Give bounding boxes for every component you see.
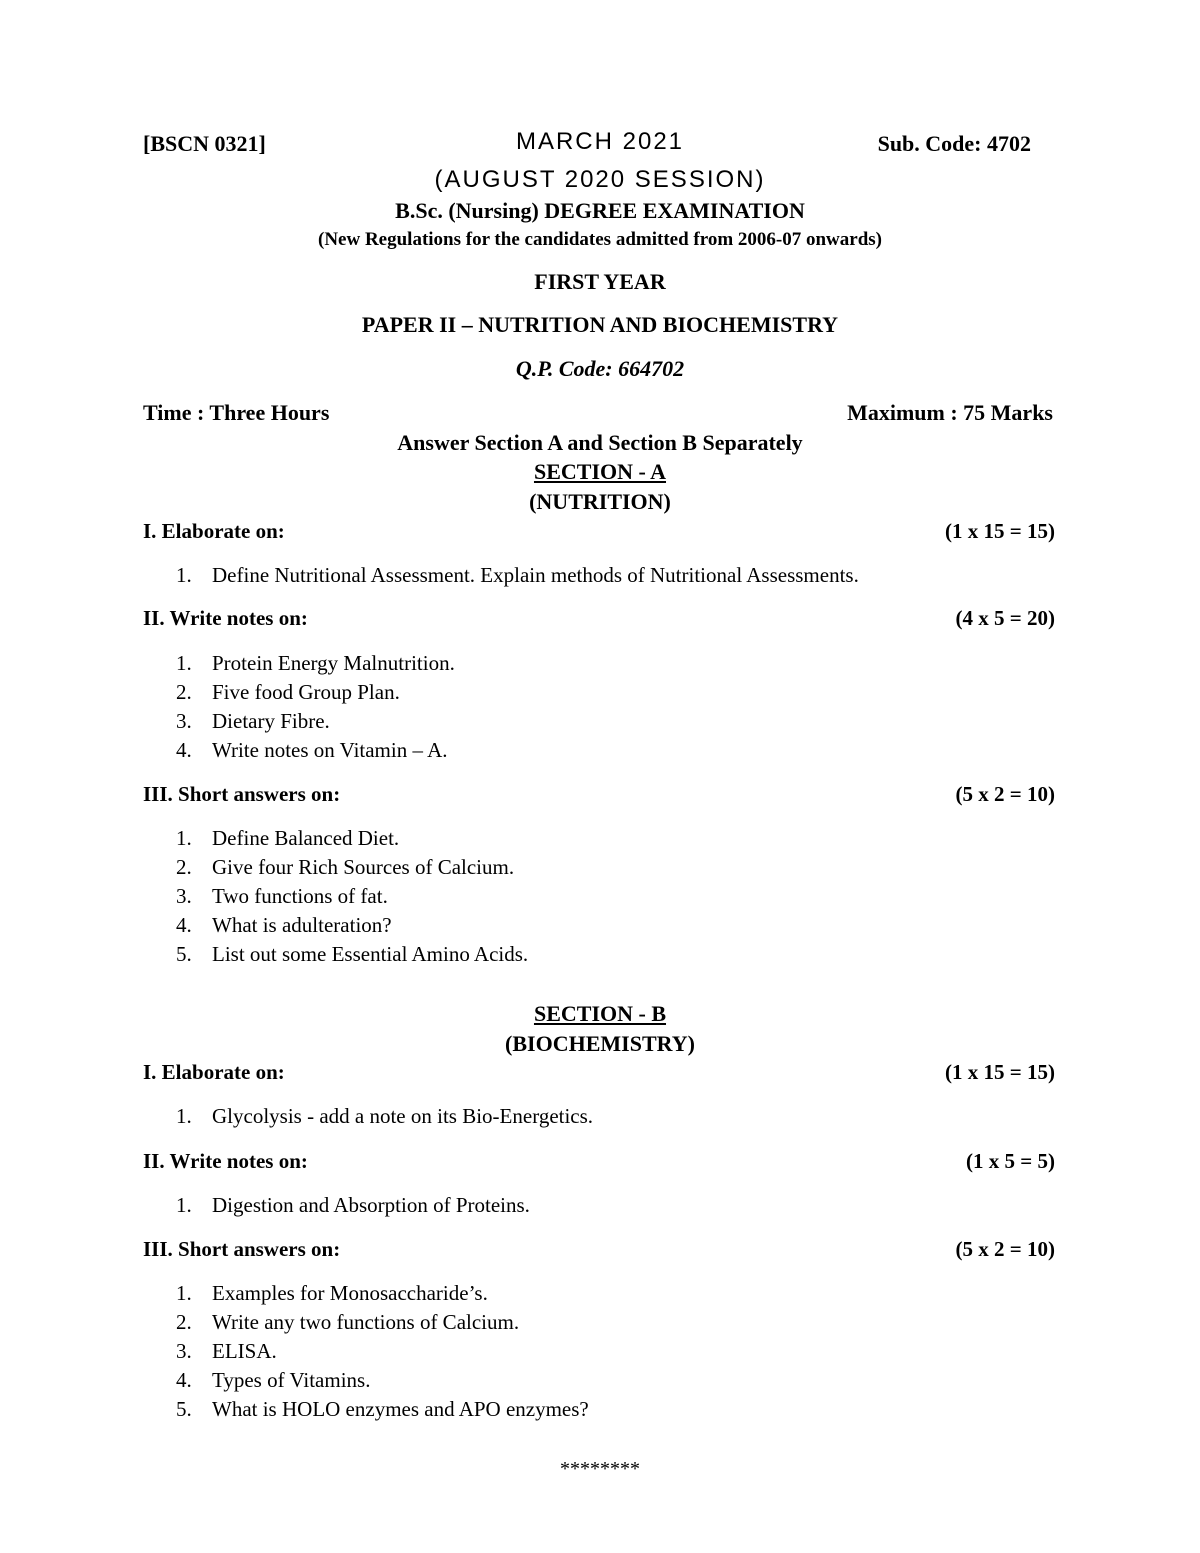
question-text: Examples for Monosaccharide’s. (212, 1281, 488, 1305)
section-b-part1-heading: I. Elaborate on: (143, 1060, 285, 1084)
question-number: 4. (176, 1368, 192, 1392)
question-text: Write notes on Vitamin – A. (212, 738, 448, 762)
section-a-subtitle: (NUTRITION) (529, 489, 671, 514)
question-number: 1. (176, 1104, 192, 1128)
section-b-part1-marks: (1 x 15 = 15) (945, 1060, 1055, 1084)
question-text: Give four Rich Sources of Calcium. (212, 855, 515, 879)
question-number: 1. (176, 1281, 192, 1305)
question-number: 3. (176, 884, 192, 908)
question-text: Write any two functions of Calcium. (212, 1310, 520, 1334)
end-of-paper-mark: ******** (560, 1458, 640, 1480)
question-text: Glycolysis - add a note on its Bio-Energetics. (212, 1104, 594, 1128)
subject-code: Sub. Code: 4702 (877, 131, 1031, 156)
question-number: 5. (176, 1397, 192, 1421)
question-text: Protein Energy Malnutrition. (212, 651, 455, 675)
section-b-part2-heading: II. Write notes on: (143, 1149, 308, 1173)
paper-title: PAPER II – NUTRITION AND BIOCHEMISTRY (361, 312, 839, 337)
question-number: 1. (176, 826, 192, 850)
paper-code: [BSCN 0321] (143, 131, 266, 156)
section-b-part2-marks: (1 x 5 = 5) (966, 1149, 1055, 1173)
section-a-part2-marks: (4 x 5 = 20) (955, 606, 1055, 630)
section-a-part1-marks: (1 x 15 = 15) (945, 519, 1055, 543)
question-number: 2. (176, 1310, 192, 1334)
section-a-part3-marks: (5 x 2 = 10) (955, 782, 1055, 806)
question-number: 3. (176, 1339, 192, 1363)
year-title: FIRST YEAR (534, 269, 666, 294)
question-text: Define Nutritional Assessment. Explain methods of Nutritional Assessments. (212, 563, 859, 587)
maximum-marks: Maximum : 75 Marks (847, 400, 1053, 425)
question-text: ELISA. (212, 1339, 277, 1363)
question-text: Types of Vitamins. (212, 1368, 371, 1392)
question-number: 5. (176, 942, 192, 966)
question-number: 1. (176, 651, 192, 675)
question-text: Five food Group Plan. (212, 680, 400, 704)
question-number: 3. (176, 709, 192, 733)
question-number: 1. (176, 1193, 192, 1217)
question-text: Two functions of fat. (212, 884, 388, 908)
question-number: 4. (176, 738, 192, 762)
qp-code: Q.P. Code: 664702 (515, 356, 685, 381)
degree-title: B.Sc. (Nursing) DEGREE EXAMINATION (395, 198, 805, 223)
question-text: What is HOLO enzymes and APO enzymes? (212, 1397, 589, 1421)
section-a-part2-heading: II. Write notes on: (143, 606, 308, 630)
section-b-part3-heading: III. Short answers on: (143, 1237, 341, 1261)
section-b-part3-marks: (5 x 2 = 10) (955, 1237, 1055, 1261)
question-number: 2. (176, 855, 192, 879)
question-text: Define Balanced Diet. (212, 826, 400, 850)
section-b-subtitle: (BIOCHEMISTRY) (505, 1031, 695, 1056)
question-text: Digestion and Absorption of Proteins. (212, 1193, 530, 1217)
question-number: 2. (176, 680, 192, 704)
time-allowed: Time : Three Hours (143, 400, 330, 425)
instruction: Answer Section A and Section B Separately (397, 430, 803, 455)
section-a-part1-heading: I. Elaborate on: (143, 519, 285, 543)
regulations-note: (New Regulations for the candidates admitted from 2006-07 onwards) (318, 229, 882, 250)
section-b-title: SECTION - B (533, 1001, 667, 1026)
question-number: 1. (176, 563, 192, 587)
question-text: What is adulteration? (212, 913, 392, 937)
section-a-part3-heading: III. Short answers on: (143, 782, 341, 806)
section-a-title: SECTION - A (533, 459, 667, 484)
question-number: 4. (176, 913, 192, 937)
exam-session: (AUGUST 2020 SESSION) (434, 166, 766, 193)
question-text: List out some Essential Amino Acids. (212, 942, 529, 966)
question-text: Dietary Fibre. (212, 709, 330, 733)
exam-month: MARCH 2021 (515, 128, 685, 155)
